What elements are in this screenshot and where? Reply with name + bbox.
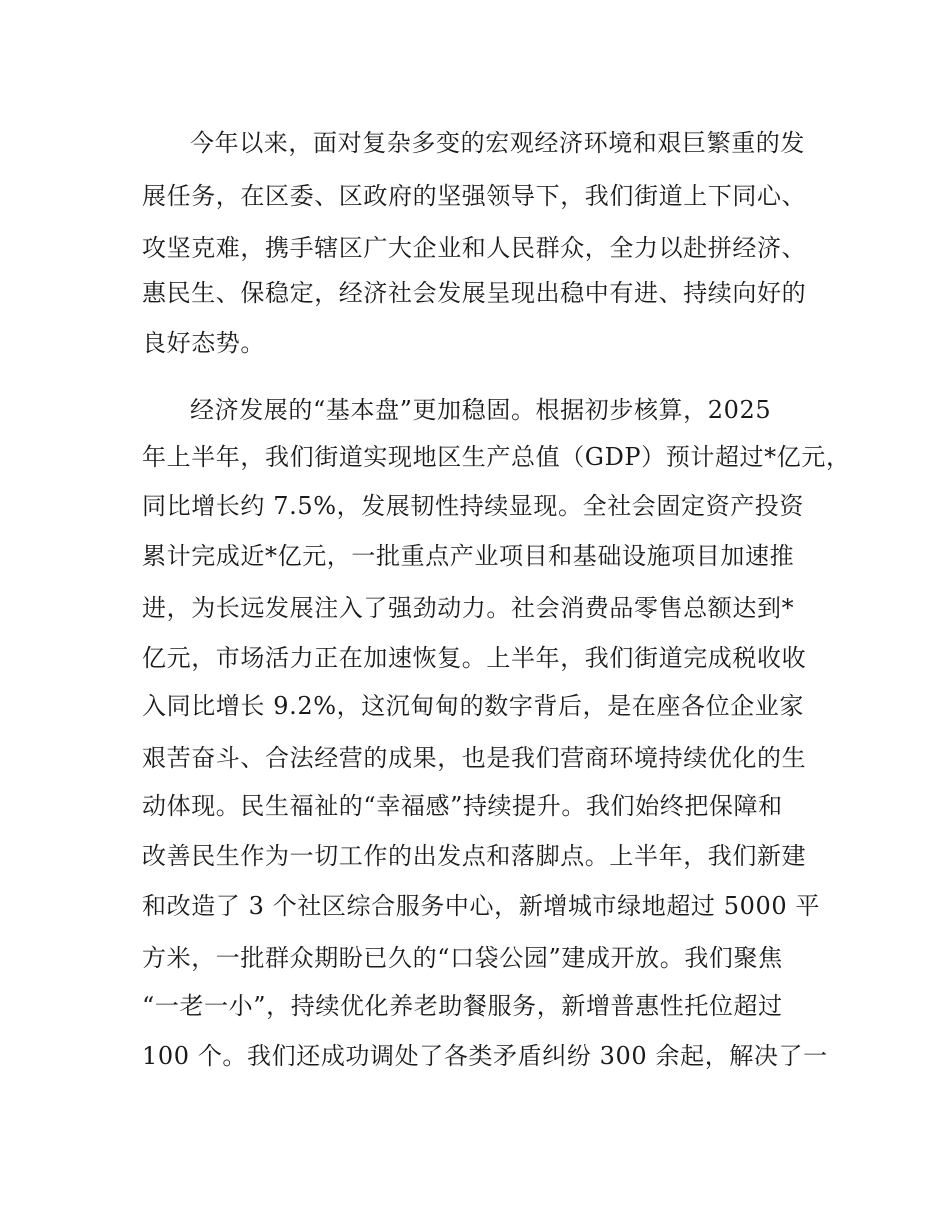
paragraph-2-line-1: 经济发展的“基本盘”更加稳固。根据初步核算，2025	[190, 396, 772, 424]
paragraph-2-line-10: 改善民生作为一切工作的出发点和落脚点。上半年，我们新建	[142, 842, 807, 870]
paragraph-1-line-4: 惠民生、保稳定，经济社会发展呈现出稳中有进、持续向好的	[142, 279, 807, 307]
paragraph-2-line-9: 动体现。民生福祉的“幸福感”持续提升。我们始终把保障和	[142, 792, 783, 820]
paragraph-2-line-4: 累计完成近*亿元，一批重点产业项目和基础设施项目加速推	[142, 542, 795, 570]
paragraph-1-line-3: 攻坚克难，携手辖区广大企业和人民群众，全力以赴拼经济、	[142, 234, 807, 262]
paragraph-1-line-2: 展任务，在区委、区政府的坚强领导下，我们街道上下同心、	[142, 182, 807, 210]
paragraph-2-line-5: 进，为长远发展注入了强劲动力。社会消费品零售总额达到*	[142, 594, 795, 622]
paragraph-2-line-14: 100 个。我们还成功调处了各类矛盾纠纷 300 余起，解决了一	[142, 1042, 828, 1070]
paragraph-1-line-1: 今年以来，面对复杂多变的宏观经济环境和艰巨繁重的发	[190, 129, 805, 157]
paragraph-2-line-6: 亿元，市场活力正在加速恢复。上半年，我们街道完成税收收	[142, 644, 807, 672]
paragraph-2-line-7: 入同比增长 9.2%，这沉甸甸的数字背后，是在座各位企业家	[142, 692, 804, 720]
paragraph-2-line-11: 和改造了 3 个社区综合服务中心，新增城市绿地超过 5000 平	[142, 892, 821, 920]
paragraph-2-line-12: 方米，一批群众期盼已久的“口袋公园”建成开放。我们聚焦	[142, 944, 783, 972]
paragraph-2-line-2: 年上半年，我们街道实现地区生产总值（GDP）预计超过*亿元，	[142, 443, 851, 471]
paragraph-2-line-3: 同比增长约 7.5%，发展韧性持续显现。全社会固定资产投资	[142, 492, 804, 520]
paragraph-2-line-13: “一老一小”，持续优化养老助餐服务，新增普惠性托位超过	[142, 992, 783, 1020]
paragraph-2-line-8: 艰苦奋斗、合法经营的成果，也是我们营商环境持续优化的生	[142, 744, 807, 772]
paragraph-1-line-5: 良好态势。	[142, 329, 265, 357]
